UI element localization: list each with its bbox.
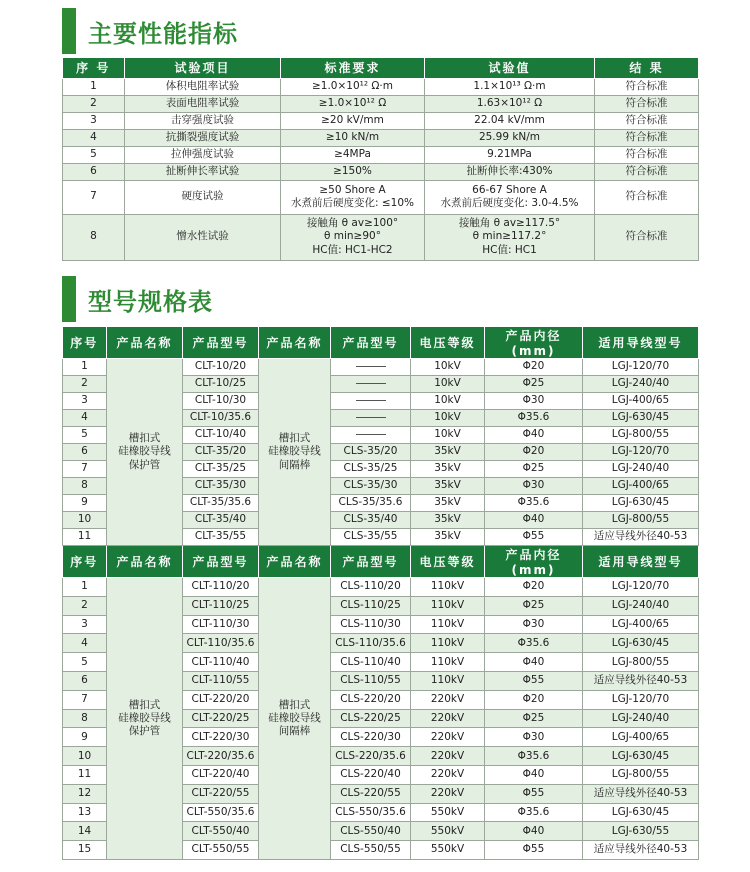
product-model: CLT-10/35.6 — [183, 410, 259, 427]
standard-requirement — [281, 180, 425, 214]
row-number: 11 — [63, 529, 107, 546]
header-cell: 结 果 — [595, 58, 699, 78]
header-cell: 试验值 — [425, 58, 595, 78]
conductor-model: LGJ-630/45 — [583, 747, 699, 766]
row-number: 9 — [63, 728, 107, 747]
section-header-performance — [62, 8, 238, 54]
standard-requirement — [281, 78, 425, 95]
conductor-model: LGJ-400/65 — [583, 615, 699, 634]
header-cell: 产品名称 — [259, 327, 331, 359]
product-name-line: 间隔棒 — [278, 725, 311, 738]
product-model: CLS-220/30 — [331, 728, 411, 747]
product-model: CLS-220/40 — [331, 765, 411, 784]
value-line: 1.63×10¹² Ω — [476, 96, 543, 109]
value-line: 25.99 kN/m — [478, 130, 541, 143]
value-line: 水煮前后硬度变化: 3.0-4.5% — [440, 197, 579, 209]
product-model — [331, 427, 411, 444]
row-number: 12 — [63, 784, 107, 803]
empty-dash — [356, 366, 386, 367]
conductor-model: LGJ-240/40 — [583, 461, 699, 478]
product-model: CLT-110/30 — [183, 615, 259, 634]
product-model: CLT-110/20 — [183, 578, 259, 597]
product-model — [331, 393, 411, 410]
product-name-line: 保护管 — [128, 458, 161, 471]
standard-requirement — [281, 112, 425, 129]
header-cell: 产品型号 — [331, 546, 411, 578]
row-number: 3 — [63, 112, 125, 129]
inner-diameter: Φ40 — [485, 512, 583, 529]
inner-diameter: Φ25 — [485, 709, 583, 728]
product-model: CLT-35/30 — [183, 478, 259, 495]
value-line: 接触角 θ av≥117.5° — [458, 217, 561, 230]
requirement-line: θ min≥90° — [324, 230, 381, 243]
table-row — [63, 359, 699, 376]
table-row — [63, 78, 699, 95]
conductor-model: 适应导线外径40-53 — [583, 841, 699, 860]
empty-dash — [356, 400, 386, 401]
test-item: 表面电阻率试验 — [125, 95, 281, 112]
inner-diameter: Φ40 — [485, 427, 583, 444]
model-spec-table-a — [62, 327, 699, 546]
row-number: 4 — [63, 129, 125, 146]
product-model: CLT-220/40 — [183, 765, 259, 784]
product-name-line: 槽扣式 — [128, 432, 161, 445]
row-number: 3 — [63, 615, 107, 634]
header-cell: 试验项目 — [125, 58, 281, 78]
requirement-line: ≥1.0×10¹² Ω — [318, 96, 387, 109]
row-number: 14 — [63, 822, 107, 841]
test-item: 硬度试验 — [125, 180, 281, 214]
voltage-level: 10kV — [411, 427, 485, 444]
voltage-level: 35kV — [411, 512, 485, 529]
voltage-level: 110kV — [411, 578, 485, 597]
standard-requirement — [281, 129, 425, 146]
standard-requirement — [281, 146, 425, 163]
table-header-row — [63, 546, 699, 578]
section-title: 主要性能指标 — [88, 19, 238, 48]
product-model: CLS-550/35.6 — [331, 803, 411, 822]
product-name-line: 间隔棒 — [278, 458, 311, 471]
section-title: 型号规格表 — [88, 287, 213, 316]
product-model: CLS-35/35.6 — [331, 495, 411, 512]
voltage-level: 220kV — [411, 690, 485, 709]
row-number: 1 — [63, 78, 125, 95]
product-model — [331, 410, 411, 427]
conductor-model: LGJ-630/45 — [583, 410, 699, 427]
test-result: 符合标准 — [595, 163, 699, 180]
voltage-level: 110kV — [411, 634, 485, 653]
inner-diameter: Φ40 — [485, 765, 583, 784]
product-model: CLT-110/25 — [183, 596, 259, 615]
header-cell: 电压等级 — [411, 327, 485, 359]
empty-dash — [356, 434, 386, 435]
inner-diameter: Φ20 — [485, 690, 583, 709]
product-model: CLT-10/20 — [183, 359, 259, 376]
product-model: CLS-110/55 — [331, 671, 411, 690]
row-number: 7 — [63, 461, 107, 478]
test-value — [425, 180, 595, 214]
row-number: 2 — [63, 596, 107, 615]
inner-diameter: Φ55 — [485, 841, 583, 860]
table-row — [63, 129, 699, 146]
table-row — [63, 578, 699, 597]
inner-diameter: Φ20 — [485, 359, 583, 376]
header-cell: 序 号 — [63, 58, 125, 78]
table-row — [63, 180, 699, 214]
conductor-model: LGJ-240/40 — [583, 376, 699, 393]
header-cell: 产品内径(mm) — [485, 546, 583, 578]
row-number: 10 — [63, 747, 107, 766]
inner-diameter: Φ55 — [485, 671, 583, 690]
row-number: 13 — [63, 803, 107, 822]
conductor-model: LGJ-630/55 — [583, 822, 699, 841]
product-model: CLT-220/35.6 — [183, 747, 259, 766]
row-number: 1 — [63, 578, 107, 597]
header-cell: 适用导线型号 — [583, 327, 699, 359]
test-result: 符合标准 — [595, 95, 699, 112]
conductor-model: LGJ-800/55 — [583, 427, 699, 444]
conductor-model: LGJ-630/45 — [583, 803, 699, 822]
test-item: 击穿强度试验 — [125, 112, 281, 129]
product-model: CLS-110/35.6 — [331, 634, 411, 653]
requirement-line: HC值: HC1-HC2 — [312, 243, 393, 256]
test-item: 体积电阻率试验 — [125, 78, 281, 95]
standard-requirement — [281, 163, 425, 180]
product-name-line: 槽扣式 — [278, 432, 311, 445]
requirement-line: 接触角 θ av≥100° — [306, 217, 399, 230]
product-model: CLS-550/55 — [331, 841, 411, 860]
requirement-line: 水煮前后硬度变化: ≤10% — [290, 197, 414, 209]
standard-requirement — [281, 95, 425, 112]
product-model: CLS-35/25 — [331, 461, 411, 478]
row-number: 8 — [63, 214, 125, 260]
product-model: CLT-35/20 — [183, 444, 259, 461]
product-model: CLT-550/55 — [183, 841, 259, 860]
row-number: 1 — [63, 359, 107, 376]
value-line: θ min≥117.2° — [472, 230, 547, 243]
inner-diameter: Φ55 — [485, 529, 583, 546]
header-cell: 产品名称 — [107, 546, 183, 578]
table-header-row — [63, 327, 699, 359]
conductor-model: LGJ-800/55 — [583, 653, 699, 672]
header-cell: 序号 — [63, 546, 107, 578]
inner-diameter: Φ35.6 — [485, 803, 583, 822]
product-model: CLS-35/55 — [331, 529, 411, 546]
row-number: 7 — [63, 690, 107, 709]
product-model: CLS-220/25 — [331, 709, 411, 728]
value-line: 1.1×10¹³ Ω·m — [473, 79, 546, 92]
product-model: CLT-10/25 — [183, 376, 259, 393]
voltage-level: 220kV — [411, 765, 485, 784]
product-model — [331, 376, 411, 393]
row-number: 9 — [63, 495, 107, 512]
conductor-model: LGJ-240/40 — [583, 709, 699, 728]
header-cell: 产品名称 — [259, 546, 331, 578]
conductor-model: 适应导线外径40-53 — [583, 671, 699, 690]
value-line: 扯断伸长率:430% — [466, 164, 553, 177]
product-model: CLT-110/55 — [183, 671, 259, 690]
requirement-line: ≥10 kN/m — [325, 130, 380, 143]
conductor-model: LGJ-630/45 — [583, 634, 699, 653]
conductor-model: 适应导线外径40-53 — [583, 529, 699, 546]
value-line: HC值: HC1 — [482, 243, 537, 256]
inner-diameter: Φ30 — [485, 393, 583, 410]
row-number: 11 — [63, 765, 107, 784]
product-name-line: 硅橡胶导线 — [118, 711, 171, 724]
row-number: 8 — [63, 709, 107, 728]
product-name-line: 硅橡胶导线 — [268, 445, 321, 458]
inner-diameter: Φ35.6 — [485, 747, 583, 766]
product-model: CLT-220/20 — [183, 690, 259, 709]
product-model: CLS-35/30 — [331, 478, 411, 495]
product-model: CLS-550/40 — [331, 822, 411, 841]
product-model: CLT-550/35.6 — [183, 803, 259, 822]
test-value — [425, 95, 595, 112]
product-model: CLS-110/20 — [331, 578, 411, 597]
voltage-level: 550kV — [411, 803, 485, 822]
performance-table — [62, 58, 699, 261]
voltage-level: 35kV — [411, 495, 485, 512]
product-model: CLT-550/40 — [183, 822, 259, 841]
voltage-level: 10kV — [411, 359, 485, 376]
voltage-level: 35kV — [411, 444, 485, 461]
test-value — [425, 214, 595, 260]
inner-diameter: Φ35.6 — [485, 495, 583, 512]
requirement-line: ≥1.0×10¹² Ω·m — [311, 79, 393, 92]
voltage-level: 550kV — [411, 841, 485, 860]
product-model: CLT-10/30 — [183, 393, 259, 410]
inner-diameter: Φ40 — [485, 653, 583, 672]
inner-diameter: Φ25 — [485, 596, 583, 615]
conductor-model: LGJ-630/45 — [583, 495, 699, 512]
test-item: 拉伸强度试验 — [125, 146, 281, 163]
inner-diameter: Φ30 — [485, 728, 583, 747]
test-value — [425, 146, 595, 163]
header-cell: 产品内径(mm) — [485, 327, 583, 359]
section-header-models — [62, 276, 213, 322]
header-cell: 产品型号 — [183, 546, 259, 578]
inner-diameter: Φ25 — [485, 461, 583, 478]
header-cell: 标准要求 — [281, 58, 425, 78]
header-cell: 产品型号 — [183, 327, 259, 359]
voltage-level: 110kV — [411, 653, 485, 672]
conductor-model: LGJ-400/65 — [583, 393, 699, 410]
table-header-row — [63, 58, 699, 78]
voltage-level: 10kV — [411, 376, 485, 393]
conductor-model: LGJ-120/70 — [583, 444, 699, 461]
product-model: CLT-110/35.6 — [183, 634, 259, 653]
test-result: 符合标准 — [595, 78, 699, 95]
inner-diameter: Φ40 — [485, 822, 583, 841]
table-row — [63, 146, 699, 163]
header-cell: 序号 — [63, 327, 107, 359]
section-accent-bar — [62, 276, 76, 322]
row-number: 4 — [63, 634, 107, 653]
product-model: CLT-35/25 — [183, 461, 259, 478]
voltage-level: 10kV — [411, 410, 485, 427]
voltage-level: 220kV — [411, 709, 485, 728]
table-row — [63, 95, 699, 112]
test-value — [425, 78, 595, 95]
row-number: 6 — [63, 671, 107, 690]
table-row — [63, 214, 699, 260]
voltage-level: 550kV — [411, 822, 485, 841]
product-model: CLT-10/40 — [183, 427, 259, 444]
header-cell: 产品名称 — [107, 327, 183, 359]
row-number: 6 — [63, 444, 107, 461]
header-cell: 适用导线型号 — [583, 546, 699, 578]
section-accent-bar — [62, 8, 76, 54]
product-name-line: 硅橡胶导线 — [118, 445, 171, 458]
test-result: 符合标准 — [595, 146, 699, 163]
table-row — [63, 112, 699, 129]
product-model: CLT-35/55 — [183, 529, 259, 546]
value-line: 66-67 Shore A — [472, 183, 547, 196]
value-line: 9.21MPa — [487, 147, 532, 160]
product-name-cell — [259, 578, 331, 860]
model-spec-table-b — [62, 546, 699, 860]
voltage-level: 220kV — [411, 747, 485, 766]
voltage-level: 10kV — [411, 393, 485, 410]
row-number: 5 — [63, 146, 125, 163]
row-number: 2 — [63, 376, 107, 393]
test-item: 扯断伸长率试验 — [125, 163, 281, 180]
conductor-model: LGJ-120/70 — [583, 359, 699, 376]
product-model: CLT-220/25 — [183, 709, 259, 728]
voltage-level: 110kV — [411, 671, 485, 690]
product-name-cell — [107, 578, 183, 860]
voltage-level: 35kV — [411, 478, 485, 495]
test-item: 憎水性试验 — [125, 214, 281, 260]
inner-diameter: Φ20 — [485, 578, 583, 597]
voltage-level: 110kV — [411, 615, 485, 634]
test-result: 符合标准 — [595, 180, 699, 214]
product-model: CLS-220/35.6 — [331, 747, 411, 766]
product-model: CLT-35/35.6 — [183, 495, 259, 512]
conductor-model: LGJ-120/70 — [583, 578, 699, 597]
conductor-model: LGJ-400/65 — [583, 728, 699, 747]
row-number: 2 — [63, 95, 125, 112]
row-number: 6 — [63, 163, 125, 180]
test-result: 符合标准 — [595, 129, 699, 146]
product-name-cell — [259, 359, 331, 546]
conductor-model: LGJ-240/40 — [583, 596, 699, 615]
product-model: CLS-35/20 — [331, 444, 411, 461]
table-row — [63, 163, 699, 180]
product-model: CLS-220/55 — [331, 784, 411, 803]
inner-diameter: Φ30 — [485, 478, 583, 495]
product-model: CLS-110/30 — [331, 615, 411, 634]
row-number: 10 — [63, 512, 107, 529]
inner-diameter: Φ25 — [485, 376, 583, 393]
voltage-level: 220kV — [411, 728, 485, 747]
product-name-line: 硅橡胶导线 — [268, 711, 321, 724]
voltage-level: 220kV — [411, 784, 485, 803]
test-value — [425, 129, 595, 146]
product-name-line: 槽扣式 — [278, 698, 311, 711]
conductor-model: LGJ-120/70 — [583, 690, 699, 709]
conductor-model: LGJ-800/55 — [583, 765, 699, 784]
product-model: CLS-35/40 — [331, 512, 411, 529]
standard-requirement — [281, 214, 425, 260]
inner-diameter: Φ35.6 — [485, 634, 583, 653]
product-name-line: 保护管 — [128, 725, 161, 738]
inner-diameter: Φ20 — [485, 444, 583, 461]
product-name-cell — [107, 359, 183, 546]
product-name-line: 槽扣式 — [128, 698, 161, 711]
row-number: 4 — [63, 410, 107, 427]
conductor-model: LGJ-800/55 — [583, 512, 699, 529]
product-model: CLT-110/40 — [183, 653, 259, 672]
empty-dash — [356, 383, 386, 384]
inner-diameter: Φ30 — [485, 615, 583, 634]
inner-diameter: Φ55 — [485, 784, 583, 803]
product-model — [331, 359, 411, 376]
test-value — [425, 112, 595, 129]
requirement-line: ≥20 kV/mm — [321, 113, 384, 126]
row-number: 8 — [63, 478, 107, 495]
row-number: 7 — [63, 180, 125, 214]
product-model: CLS-110/40 — [331, 653, 411, 672]
row-number: 5 — [63, 427, 107, 444]
conductor-model: 适应导线外径40-53 — [583, 784, 699, 803]
row-number: 3 — [63, 393, 107, 410]
voltage-level: 110kV — [411, 596, 485, 615]
row-number: 15 — [63, 841, 107, 860]
test-item: 抗撕裂强度试验 — [125, 129, 281, 146]
product-model: CLS-220/20 — [331, 690, 411, 709]
value-line: 22.04 kV/mm — [474, 113, 545, 126]
product-model: CLS-110/25 — [331, 596, 411, 615]
test-result: 符合标准 — [595, 112, 699, 129]
requirement-line: ≥4MPa — [334, 147, 371, 160]
header-cell: 电压等级 — [411, 546, 485, 578]
test-value — [425, 163, 595, 180]
voltage-level: 35kV — [411, 461, 485, 478]
product-model: CLT-220/30 — [183, 728, 259, 747]
row-number: 5 — [63, 653, 107, 672]
empty-dash — [356, 417, 386, 418]
header-cell: 产品型号 — [331, 327, 411, 359]
requirement-line: ≥50 Shore A — [319, 183, 386, 196]
product-model: CLT-220/55 — [183, 784, 259, 803]
test-result: 符合标准 — [595, 214, 699, 260]
product-model: CLT-35/40 — [183, 512, 259, 529]
inner-diameter: Φ35.6 — [485, 410, 583, 427]
voltage-level: 35kV — [411, 529, 485, 546]
conductor-model: LGJ-400/65 — [583, 478, 699, 495]
requirement-line: ≥150% — [333, 164, 372, 177]
